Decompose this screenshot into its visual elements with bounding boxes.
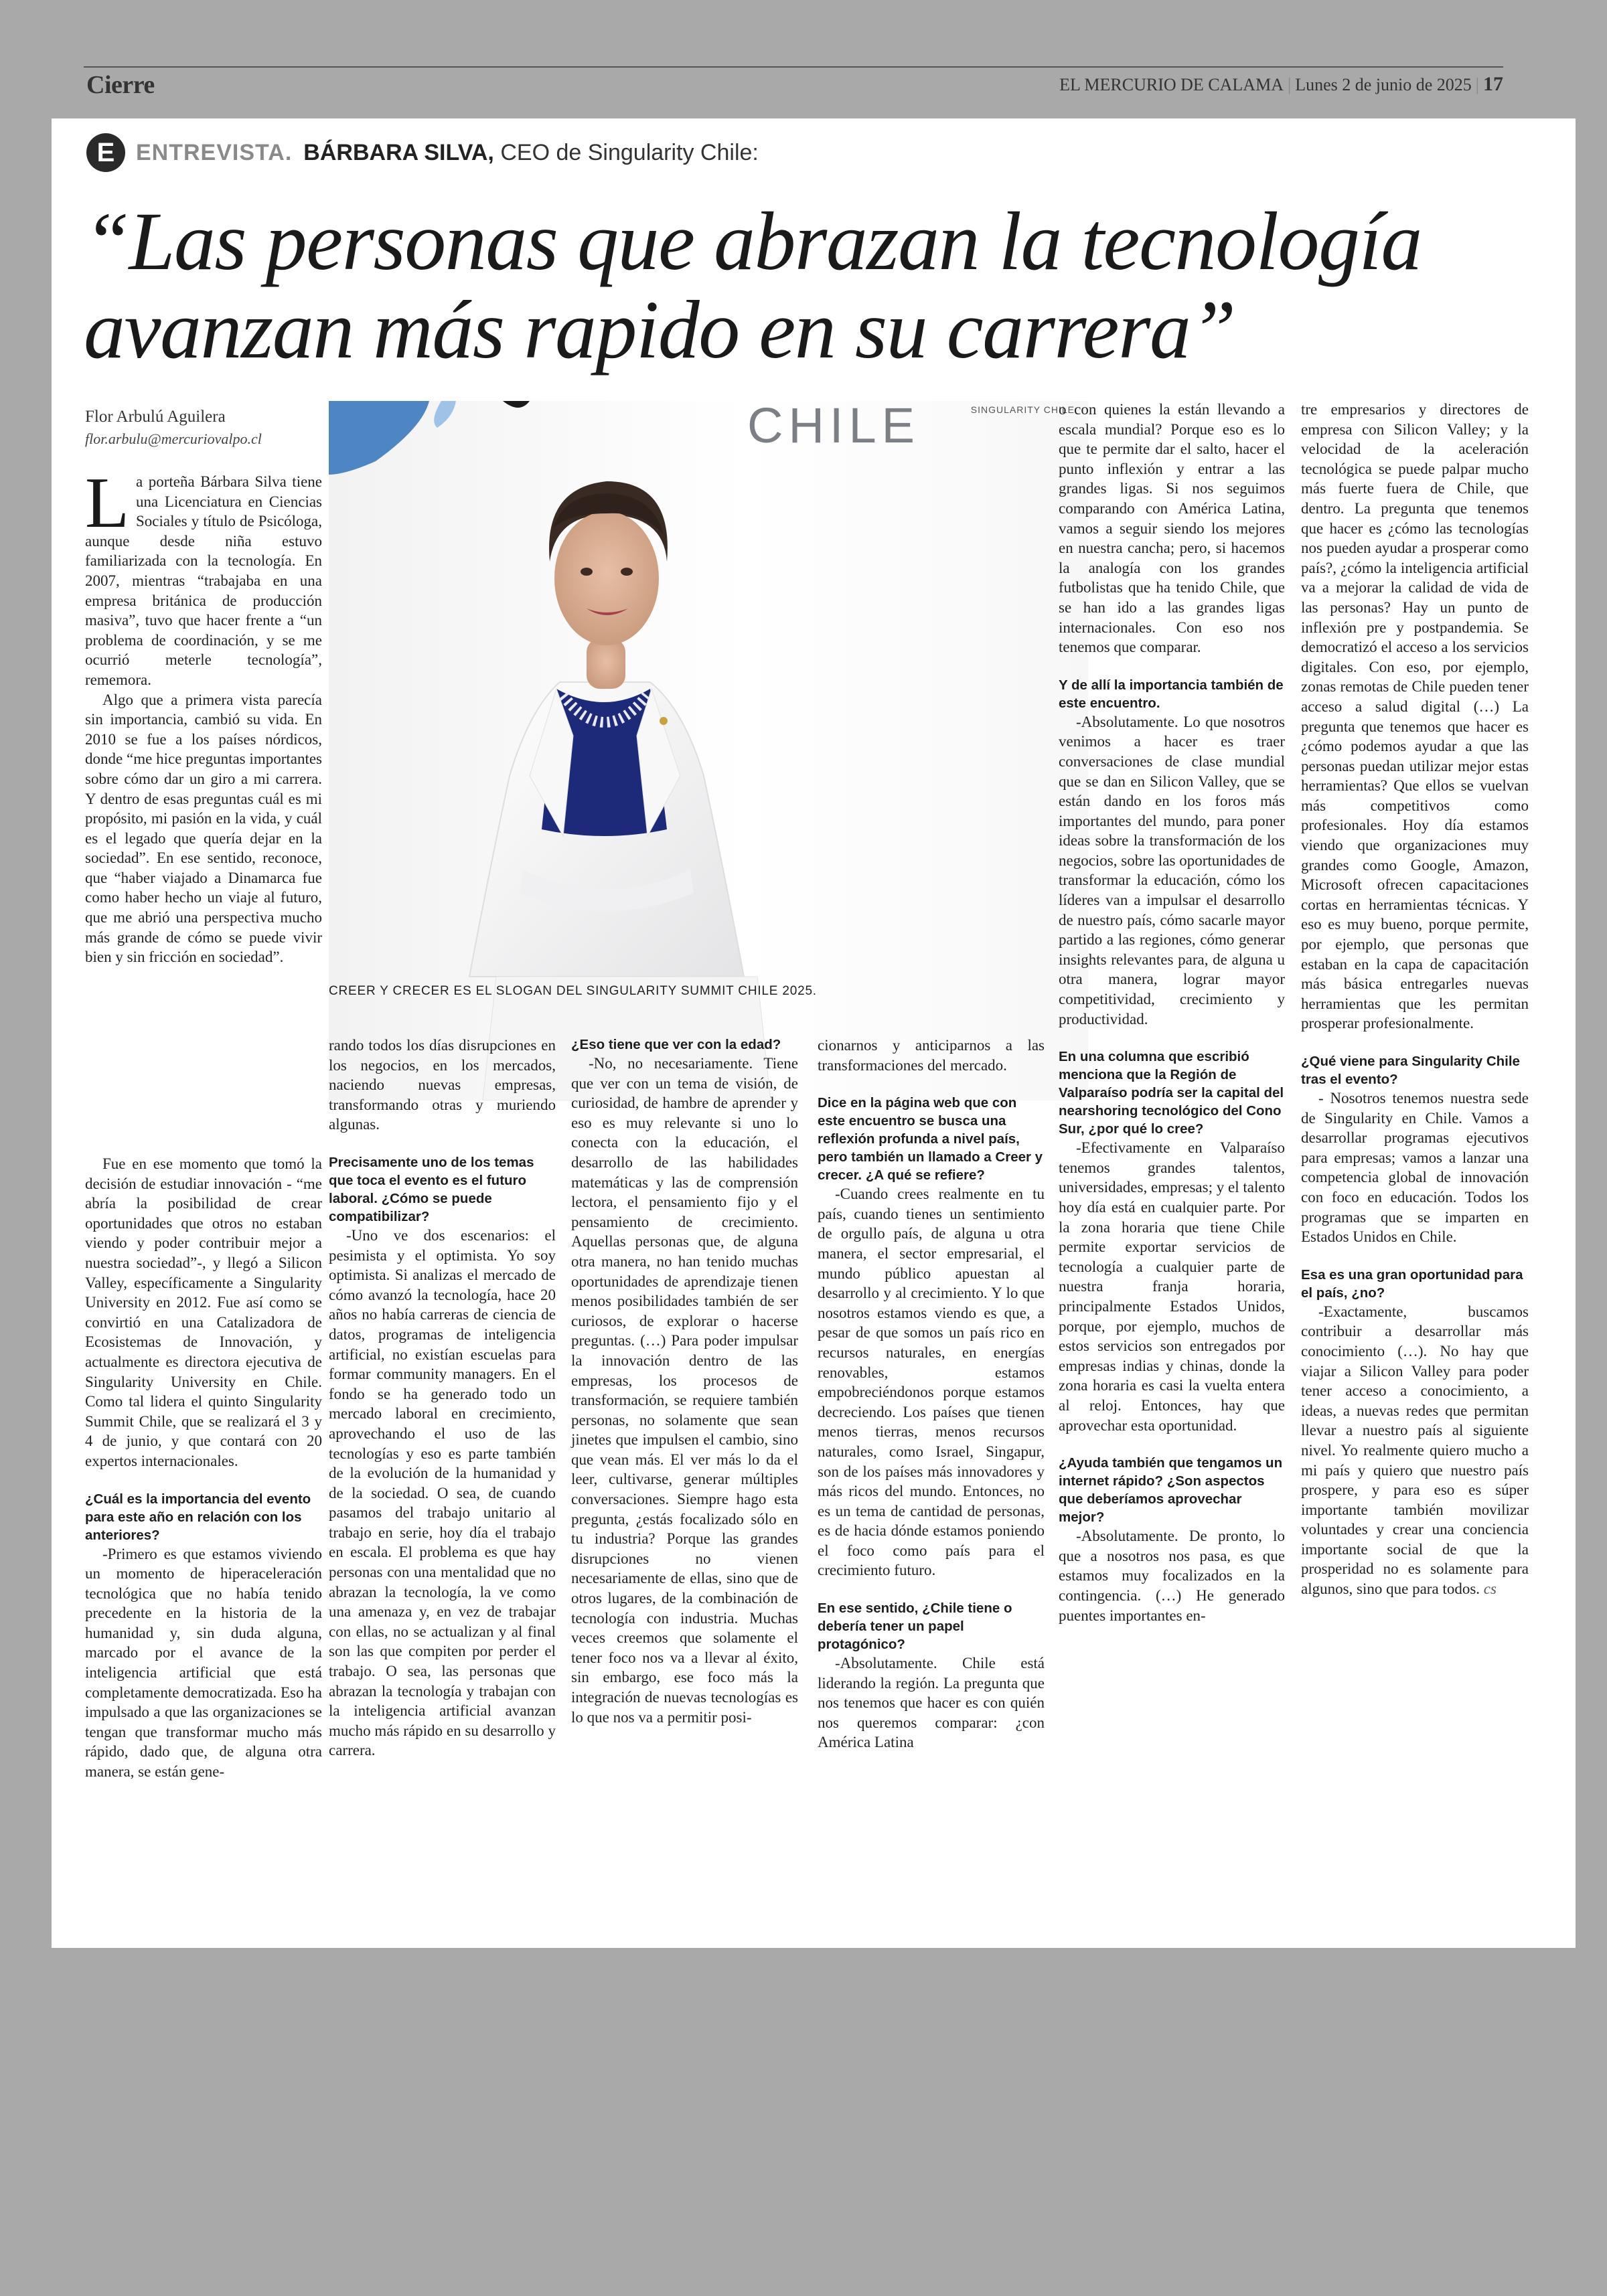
drop-cap: L bbox=[85, 463, 129, 543]
column-1-top bbox=[85, 463, 322, 967]
question: En una columna que escribió menciona que la Región de Valparaíso podría ser la capital del nearshoring tecnológico del Cono Sur, ¿por qué lo cree? bbox=[1059, 1049, 1284, 1137]
section-name: Cierre bbox=[86, 71, 155, 99]
question: ¿Eso tiene que ver con la edad? bbox=[571, 1037, 781, 1052]
answer: -Absolutamente. Chile está liderando la región. La pregunta que nos tenemos que hacer es con quién nos queremos comparar: ¿con América Latina bbox=[818, 1655, 1045, 1751]
logo-shape-dark bbox=[503, 401, 530, 408]
answer: -Cuando crees realmente en tu país, cuando tienes un sentimiento de orgullo país, de alguna u otra manera, el sector empresarial, el mundo público apuestan al desarrollo y al crecimiento. Y lo que nosotros estamos viendo es que, a pesar de que somos un país rico en recursos naturales, en energías renovables, estamos empobreciéndonos porque estamos decreciendo. Los países que tienen menos tierras, menos recursos naturales, como Israel, Singapur, son de los países más innovadores y más ricos del mundo. Entonces, no es un tema de cantidad de personas, es de hacia dónde estamos poniendo el foco como país para el crecimiento futuro. bbox=[818, 1185, 1045, 1579]
left-eye bbox=[581, 568, 593, 576]
kicker-label: ENTREVISTA bbox=[136, 139, 285, 165]
question: ¿Cuál es la importancia del evento para este año en relación con los anteriores? bbox=[85, 1491, 311, 1543]
face bbox=[554, 511, 659, 645]
logo-shape-blue bbox=[329, 401, 429, 475]
question: ¿Qué viene para Singularity Chile tras el evento? bbox=[1301, 1054, 1520, 1087]
right-eye bbox=[621, 568, 633, 576]
paragraph: tre empresarios y directores de empresa con Silicon Valley; y la velocidad de la aceleración tecnológica se puede palpar mucho más fuerte fuera de Chile, que dentro. La pregunta que tenemos que hacer es ¿cómo las tecnologías nos pueden ayudar a prosperar como país?, ¿cómo la inteligencia artificial va a mejorar la calidad de vida de las personas? Hay un punto de inflexión pre y postpandemia. Se democratizó el acceso a los servicios digitales. Con eso, por ejemplo, zonas remotas de Chile pueden tener acceso a salud digital (…) La pregunta que tenemos que hacer es ¿cómo podemos ayudar a que las personas puedan utilizar mejor estas herramientas? Que ellos se vuelvan más competitivos como profesionales. Hoy día estamos viendo que organizaciones muy grandes como Google, Amazon, Microsoft ofrecen capacitaciones cortas en herramientas técnicas. Y eso es muy bueno, porque permite, por ejemplo, que personas que estaban en la capa de capacitación más básica entregarles nuevas herramientas que les permitan prosperar profesionalmente. bbox=[1301, 401, 1529, 1032]
column-1-bottom bbox=[85, 1154, 322, 1782]
question: Y de allí la importancia también de este encuentro. bbox=[1059, 677, 1284, 711]
paragraph: rando todos los días disrupciones en los negocios, en los mercados, naciendo nuevas empresas, transformando otras y muriendo algunas. bbox=[329, 1037, 556, 1133]
question: Dice en la página web que con este encuentro se busca una reflexión profunda a nivel país, pero también un llamado a Creer y crecer. ¿A qué se refiere? bbox=[818, 1095, 1043, 1183]
end-mark: cs bbox=[1483, 1580, 1497, 1598]
headline-line-1: “Las personas que abrazan la tecnología bbox=[84, 195, 1422, 287]
backdrop-wordmark: CHILE bbox=[747, 401, 920, 453]
byline-email: flor.arbulu@mercuriovalpo.cl bbox=[85, 430, 262, 447]
newspaper-name: EL MERCURIO DE CALAMA bbox=[1059, 75, 1284, 94]
question: En ese sentido, ¿Chile tiene o debería tener un papel protagónico? bbox=[818, 1601, 1012, 1653]
column-2 bbox=[329, 1036, 556, 1760]
photo-caption: CREER Y CRECER ES EL SLOGAN DEL SINGULARITY SUMMIT CHILE 2025. bbox=[329, 984, 817, 998]
page-header bbox=[84, 64, 1503, 104]
neck bbox=[587, 639, 625, 689]
answer: -Efectivamente en Valparaíso tenemos grandes talentos, universidades, empresas; y el talento hoy día está en cualquier parte. Por la zona horaria que tiene Chile permite exportar servicios de tecnología a cualquier parte de nuestra franja horaria, principalmente Estados Unidos, porque, por ejemplo, muchos de estos servicios son entregados por empresas indias y chinas, donde la zona horaria es casi la vuelta entera al reloj. Entonces, hay que aprovechar esta oportunidad. bbox=[1059, 1139, 1285, 1434]
folio: EL MERCURIO DE CALAMA | Lunes 2 de junio de 2025 | 17 bbox=[1059, 73, 1503, 95]
header-rule bbox=[84, 66, 1503, 68]
page-number: 17 bbox=[1483, 73, 1503, 95]
issue-date: Lunes 2 de junio de 2025 bbox=[1295, 75, 1472, 94]
byline bbox=[85, 408, 346, 448]
paragraph: cionarnos y anticiparnos a las transformaciones del mercado. bbox=[818, 1037, 1045, 1074]
column-5 bbox=[1059, 400, 1285, 1625]
byline-author: Flor Arbulú Aguilera bbox=[85, 408, 226, 426]
question: Esa es una gran oportunidad para el país, ¿no? bbox=[1301, 1266, 1523, 1301]
column-6 bbox=[1301, 400, 1529, 1599]
answer: -Primero es que estamos viviendo un momento de hiperaceleración tecnológica que no había tenido precedente en la historia de la humanidad y, sin duda alguna, marcado por el avance de la inteligencia artificial que está completamente democratizada. Eso ha impulsado a que las organizaciones se tengan que transformar mucho más rápido, dado que, de alguna otra manera, se están gene- bbox=[85, 1545, 322, 1781]
answer: -Exactamente, buscamos contribuir a desarrollar más conocimiento (…). No hay que viajar a Silicon Valley para poder tener acceso a conocimiento, a ideas, a nuevas redes que permitan llevar a nuestro país al siguiente nivel. Yo realmente quiero mucho a mi país y quiero que nuestro país prospere, y para eso es súper importante también movilizar voluntades y crear una conciencia importante social de que la prosperidad no es solamente para algunos, sino que para todos. cs bbox=[1301, 1303, 1529, 1598]
photo-credit: SINGULARITY CHILE bbox=[970, 404, 1075, 415]
column-3 bbox=[571, 1036, 798, 1727]
article-sheet bbox=[52, 118, 1576, 1948]
answer: -No, no necesariamente. Tiene que ver con un tema de visión, de curiosidad, de hambre de aprender y eso es muy relevante si uno lo conecta con la educación, el desarrollo de las habilidades matemáticas y las de comprensión lectora, el pensamiento fijo y el pensamiento de crecimiento. Aquellas personas que, de alguna otra manera, no han tenido muchas oportunidades de aprendizaje tienen menos posibilidades también de ser curiosos, de explorar o hacerse preguntas. (…) Para poder impulsar la innovación dentro de las empresas, los procesos de transformación, se requiere también personas, no solamente que sean jinetes que impulsen el cambio, sino que vean más. El ver más lo da el leer, cultivarse, generar múltiples conversaciones. Siempre hago esta pregunta, ¿estás focalizado sólo en tu industria? Porque las grandes disrupciones no vienen necesariamente de ellas, sino que de otros lugares, de la combinación de tecnología con industria. Muchas veces creemos que solamente el tener foco nos va a llevar al éxito, sin embargo, ese foco más la integración de nuevas tecnologías es lo que nos va a permitir posi- bbox=[571, 1055, 798, 1726]
interviewee-role: CEO de Singularity Chile: bbox=[500, 139, 759, 165]
column-4 bbox=[818, 1036, 1045, 1752]
headline bbox=[84, 197, 1543, 374]
answer: -Uno ve dos escenarios: el pesimista y el optimista. Yo soy optimista. Si analizas el mercado de cómo avanzó la tecnología, hace 20 años no había carreras de ciencia de datos, programas de inteligencia artificial, no existían escuelas para formar community managers. En el fondo se ha generado todo un mercado laboral en crecimiento, aprovechando el uso de las tecnologías y eso es parte también de la evolución de la humanidad y de la sociedad. O sea, de cuando pasamos del trabajo unitario al trabajo en serie, hoy día el trabajo en escala. El problema es que hay personas con una mentalidad que no abrazan la tecnología, la ve como una amenaza y, en vez de trabajar con ellas, no se actualizan y al final son las que compiten por perder el trabajo. O sea, las personas que abrazan la tecnología y trabajan con la inteligencia artificial avanzan mucho más rápido en su desarrollo y carrera. bbox=[329, 1226, 556, 1759]
answer: - Nosotros tenemos nuestra sede de Singularity en Chile. Vamos a desarrollar programas ejecutivos para empresas; vamos a lanzar una competencia global de innovación con foco en educación. Todos los programas que se imparten en Estados Unidos en Chile. bbox=[1301, 1090, 1529, 1246]
question: ¿Ayuda también que tengamos un internet rápido? ¿Son aspectos que deberíamos aprovechar mejor? bbox=[1059, 1455, 1283, 1526]
paragraph: Fue en ese momento que tomó la decisión de estudiar innovación - “me abría la posibilidad de crear oportunidades que otros no estaban viendo y poder contribuir mejor a nuestra sociedad”-, y llegó a Silicon Valley, específicamente a Singularity University en 2012. Fue así como se convirtió en una Catalizadora de Ecosistemas de Innovación, y actualmente es directora ejecutiva de Singularity University en Chile. Como tal lidera el quinto Singularity Summit Chile, que se realizará el 3 y 4 de junio, y que contará con 20 expertos internacionales. bbox=[85, 1155, 322, 1469]
kicker: E ENTREVISTA . BÁRBARA SILVA, CEO de Singularity Chile: bbox=[86, 133, 759, 172]
lapel-pin bbox=[660, 717, 668, 725]
section-badge: E bbox=[86, 133, 125, 172]
question: Precisamente uno de los temas que toca el evento es el futuro laboral. ¿Cómo se puede compatibilizar? bbox=[329, 1154, 534, 1224]
logo-shape-light bbox=[434, 401, 456, 428]
headline-line-2: avanzan más rapido en su carrera” bbox=[84, 284, 1235, 376]
paragraph: Algo que a primera vista parecía sin importancia, cambió su vida. En 2010 se fue a los países nórdicos, donde “me hice preguntas importantes sobre cómo dar un giro a mi carrera. Y dentro de esas preguntas cuál es mi propósito, mi pasión en la vida, y cuál es el legado que quería dejar en la sociedad”. En ese sentido, reconoce, que “haber viajado a Dinamarca fue como haber hecho un viaje al futuro, que me abrió una perspectiva mucho más grande de cómo se puede vivir bien y sin fricción en sociedad”. bbox=[85, 691, 322, 966]
answer: -Absolutamente. Lo que nosotros venimos a hacer es traer conversaciones de clase mundial que se dan en Silicon Valley, que se están dando en los foros más importantes del mundo, para poner ideas sobre la transformación de los negocios, sobre las oportunidades de transformar la educación, cómo los líderes van a impulsar el desarrollo de nuestro país, cómo sacarle mayor partido a las regiones, cómo generar insights relevantes para, de alguna u otra manera, lograr mayor competitividad, crecimiento y productividad. bbox=[1059, 713, 1285, 1028]
paragraph: o con quienes la están llevando a escala mundial? Porque eso es lo que te permite dar el salto, hacer el punto inflexión y entrar a las grandes ligas. Si nos seguimos comparando con América Latina, vamos a seguir siendo los mejores en nuestra cancha; pero, si hacemos la analogía con los grandes futbolistas que ha tenido Chile, que se han ido a las grandes ligas internacionales. Con eso nos tenemos que comparar. bbox=[1059, 401, 1285, 656]
answer: -Absolutamente. De pronto, lo que a nosotros nos pasa, es que estamos muy focalizados en la contingencia. (…) He generado puentes importantes en- bbox=[1059, 1528, 1285, 1624]
interviewee-name: BÁRBARA SILVA, bbox=[303, 139, 494, 165]
intro-paragraph: La porteña Bárbara Silva tiene una Licenciatura en Ciencias Sociales y título de Psicóloga, aunque desde niña estuvo familiarizada con la tecnología. En 2007, mientras “trabajaba en una empresa británica de producción masiva”, tuvo que hacer frente a “un problema de coordinación, y se me ocurrió meterle tecnología”, rememora. bbox=[85, 463, 322, 688]
